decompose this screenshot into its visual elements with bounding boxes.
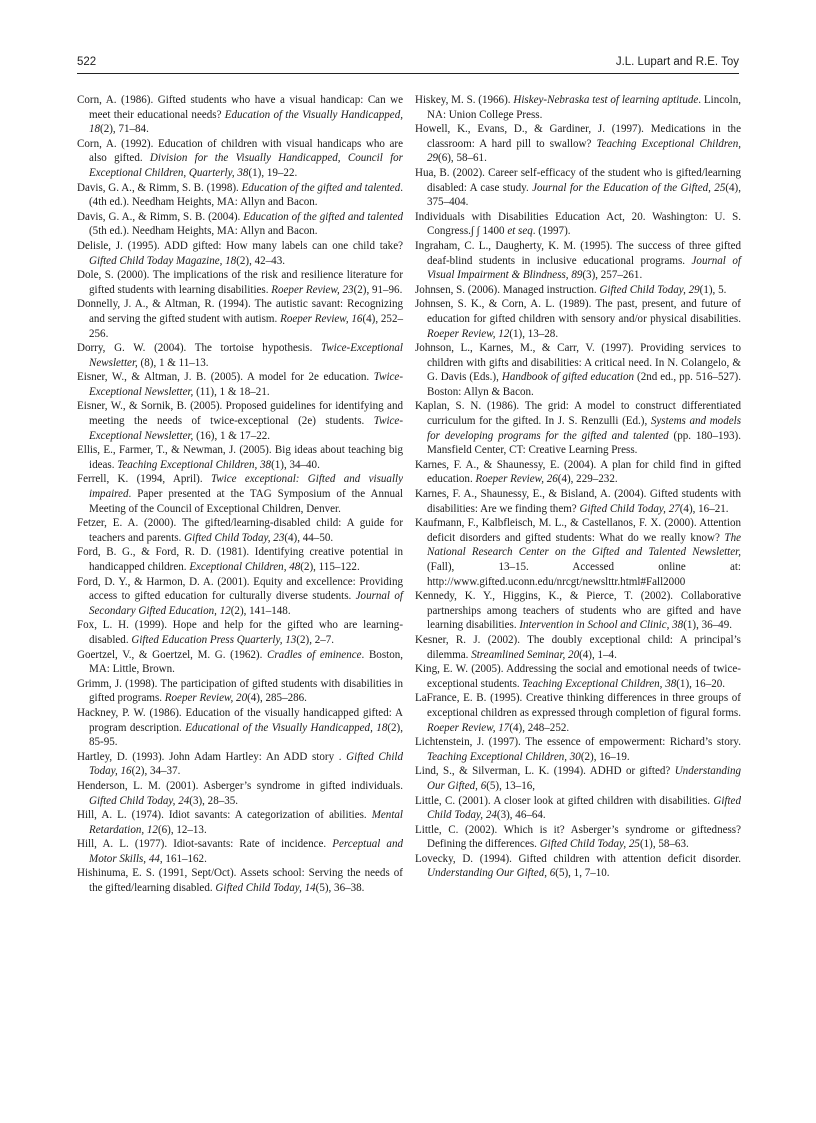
reference-post: (3), 257–261. bbox=[582, 269, 643, 282]
reference-post: (8), 1 & 11–13. bbox=[137, 356, 209, 369]
reference-it: Roeper Review, 23 bbox=[271, 283, 354, 296]
reference-pre: Ford, D. Y., & Harmon, D. A. (2001). Equity and excellence: Providing access to gifted education for culturally diverse students. bbox=[77, 575, 403, 603]
reference-it: Educational of the Visually Handicapped, 18 bbox=[185, 721, 388, 734]
reference-pre: Hill, A. L. (1977). Idiot-savants: Rate of incidence. bbox=[77, 838, 333, 851]
reference-it: Teaching Exceptional Children, 30 bbox=[427, 750, 581, 763]
reference-it: Journal of Secondary Gifted Education, 12 bbox=[89, 590, 403, 617]
reference-post: (4), 248–252. bbox=[509, 721, 570, 734]
reference-pre: Johnson, L., Karnes, M., & Carr, V. (1997). Providing services to children with gifts and disabilities: A critical need. In N. Colangelo, & G. Davis (Eds.), bbox=[415, 342, 741, 384]
reference-it: Understanding Our Gifted, 6 bbox=[427, 765, 741, 792]
reference-entry bbox=[415, 794, 741, 823]
reference-pre: Karnes, F. A., Shaunessy, E., & Bisland, A. (2004). Gifted students with disabilities: Are we finding them? bbox=[415, 488, 741, 515]
reference-entry bbox=[77, 370, 403, 399]
reference-entry bbox=[77, 239, 403, 268]
reference-it: et seq bbox=[507, 225, 533, 238]
reference-it: Gifted Child Today Magazine, 18 bbox=[89, 254, 237, 267]
reference-pre: Ferrell, K. (1994, April). bbox=[77, 473, 211, 486]
reference-post: (4), 285–286. bbox=[247, 692, 307, 705]
reference-pre: Hishinuma, E. S. (1991, Sept/Oct). Assets school: Serving the needs of the gifted/learning disabled. bbox=[77, 867, 403, 895]
reference-pre: Lovecky, D. (1994). Gifted children with attention deficit disorder. bbox=[415, 852, 741, 865]
reference-it: Understanding Our Gifted, 6 bbox=[427, 867, 556, 880]
reference-entry bbox=[77, 443, 403, 472]
reference-pre: Hackney, P. W. (1986). Education of the visually handicapped gifted: A program description. bbox=[77, 706, 403, 734]
reference-pre: Davis, G. A., & Rimm, S. B. (2004). bbox=[77, 210, 244, 223]
reference-it: Twice exceptional: Gifted and visually impaired bbox=[89, 473, 403, 501]
reference-entry bbox=[415, 823, 741, 852]
reference-post: (pp. 180–193). Mansfield Center, CT: Creative Learning Press. bbox=[427, 429, 741, 457]
reference-it: Roeper Review, 26 bbox=[475, 473, 558, 486]
reference-pre: Ford, B. G., & Ford, R. D. (1981). Identifying creative potential in handicapped children. bbox=[77, 546, 403, 573]
reference-post: (2), 71–84. bbox=[100, 123, 149, 136]
reference-post: (1), 19–22. bbox=[248, 166, 298, 179]
reference-it: Division for the Visually Handicapped, Council for Exceptional Children, Quarterly, 38 bbox=[89, 152, 403, 179]
reference-post: (4), 1–4. bbox=[579, 648, 617, 661]
reference-post: (5), 1, 7–10. bbox=[555, 867, 610, 880]
reference-pre: Karnes, F. A., & Shaunessy, E. (2004). A plan for child find in gifted education. bbox=[415, 458, 741, 486]
reference-pre: Delisle, J. (1995). ADD gifted: How many labels can one child take? bbox=[77, 239, 403, 252]
reference-post: (Fall), 13–15. Accessed online at: http://www.gifted.uconn.edu/nrcgt/newslttr.html#Fall2000 bbox=[427, 561, 741, 588]
reference-pre: Grimm, J. (1998). The participation of gifted students with disabilities in gifted programs. bbox=[77, 677, 403, 705]
reference-post: (5), 36–38. bbox=[315, 882, 365, 895]
reference-entry bbox=[77, 706, 403, 750]
reference-it: Perceptual and Motor Skills, 44 bbox=[89, 838, 403, 865]
reference-entry bbox=[77, 808, 403, 837]
reference-post: (5th ed.). Needham Heights, MA: Allyn and Bacon. bbox=[89, 225, 318, 238]
reference-post: (2), 115–122. bbox=[300, 561, 360, 573]
reference-entry bbox=[415, 633, 741, 662]
reference-entry bbox=[415, 93, 741, 122]
reference-entry bbox=[77, 837, 403, 866]
reference-it: Teaching Exceptional Children, 38 bbox=[117, 458, 272, 471]
reference-pre: Davis, G. A., & Rimm, S. B. (1998). bbox=[77, 181, 242, 194]
reference-column-right bbox=[415, 93, 741, 881]
reference-it: Intervention in School and Clinic, 38 bbox=[519, 619, 684, 632]
reference-it: Gifted Child Today, 29 bbox=[599, 283, 700, 296]
reference-entry bbox=[415, 852, 741, 881]
reference-entry bbox=[77, 677, 403, 706]
reference-pre: Kaufmann, F., Kalbfleisch, M. L., & Castellanos, F. X. (2000). Attention deficit disorders and gifted students: What do we really know? bbox=[415, 517, 741, 544]
reference-pre: Hua, B. (2002). Career self-efficacy of the student who is gifted/learning disabled: A case study. bbox=[415, 166, 741, 194]
reference-it: Twice-Exceptional Newsletter, bbox=[89, 371, 403, 398]
reference-post: (4), 229–232. bbox=[557, 473, 618, 486]
running-head-authors: J.L. Lupart and R.E. Toy bbox=[615, 56, 739, 68]
running-header bbox=[77, 56, 739, 72]
reference-post: (5), 13–16, bbox=[486, 779, 536, 792]
reference-post: (4), 16–21. bbox=[679, 502, 729, 515]
reference-column-left bbox=[77, 93, 403, 896]
reference-pre: Lind, S., & Silverman, L. K. (1994). ADHD or gifted? bbox=[415, 765, 675, 778]
reference-pre: Kaplan, S. N. (1986). The grid: A model to construct differentiated curriculum for the gifted. In J. S. Renzulli (Ed.), bbox=[415, 400, 741, 428]
reference-entry bbox=[77, 137, 403, 181]
reference-post: , 161–162. bbox=[159, 852, 207, 865]
reference-it: Gifted Child Today, 27 bbox=[579, 502, 680, 515]
reference-post: . Boston, MA: Little, Brown. bbox=[89, 648, 404, 676]
header-rule bbox=[77, 73, 739, 74]
reference-it: Journal for the Education of the Gifted, 25 bbox=[532, 181, 726, 194]
reference-post: (4), 375–404. bbox=[427, 181, 742, 209]
reference-entry bbox=[415, 283, 741, 298]
reference-pre: Goertzel, V., & Goertzel, M. G. (1962). bbox=[77, 648, 267, 661]
reference-it: Twice-Exceptional Newsletter, bbox=[89, 415, 403, 442]
reference-entry bbox=[415, 516, 741, 589]
reference-entry bbox=[415, 166, 741, 210]
reference-post: (2), 42–43. bbox=[236, 254, 285, 267]
reference-entry bbox=[77, 648, 403, 677]
reference-post: . Paper presented at the TAG Symposium of the Annual Meeting of the Council of Exceptional Children, Denver. bbox=[89, 488, 403, 515]
reference-post: (2), 16–19. bbox=[580, 750, 630, 763]
reference-entry bbox=[415, 487, 741, 516]
reference-pre: Donnelly, J. A., & Altman, R. (1994). The autistic savant: Recognizing and serving the gifted student with autism. bbox=[77, 298, 403, 325]
reference-it: Handbook of gifted education bbox=[501, 371, 635, 384]
reference-entry bbox=[415, 297, 741, 341]
reference-it: Gifted Child Today, 24 bbox=[89, 794, 190, 807]
reference-pre: Henderson, L. M. (2001). Asberger’s syndrome in gifted individuals. bbox=[77, 779, 403, 792]
reference-it: Mental Retardation, 12 bbox=[89, 809, 403, 836]
reference-entry bbox=[77, 575, 403, 619]
reference-it: Roeper Review, 17 bbox=[427, 721, 510, 734]
reference-entry bbox=[415, 764, 741, 793]
reference-it: Journal of Visual Impairment & Blindness, 89 bbox=[427, 254, 741, 282]
reference-entry bbox=[77, 181, 403, 210]
reference-entry bbox=[415, 341, 741, 399]
reference-entry bbox=[77, 779, 403, 808]
reference-it: Gifted Child Today, 23 bbox=[184, 531, 285, 544]
reference-entry bbox=[415, 458, 741, 487]
reference-pre: Fox, L. H. (1999). Hope and help for the gifted who are learning-disabled. bbox=[77, 619, 403, 646]
reference-entry bbox=[415, 735, 741, 764]
reference-entry bbox=[77, 341, 403, 370]
reference-entry bbox=[77, 618, 403, 647]
reference-it: Gifted Education Press Quarterly, 13 bbox=[131, 633, 297, 646]
reference-pre: Lichtenstein, J. (1997). The essence of empowerment: Richard’s story. bbox=[415, 736, 741, 749]
reference-post: (2), 2–7. bbox=[296, 633, 335, 646]
reference-pre: Dorry, G. W. (2004). The tortoise hypothesis. bbox=[77, 342, 321, 355]
reference-it: Roeper Review, 20 bbox=[164, 692, 248, 705]
reference-pre: Johnsen, S. (2006). Managed instruction. bbox=[415, 283, 600, 296]
reference-entry bbox=[77, 750, 403, 779]
reference-post: (1), 34–40. bbox=[271, 458, 320, 471]
reference-entry bbox=[415, 239, 741, 283]
reference-post: (6), 58–61. bbox=[438, 152, 487, 165]
reference-post: (4), 44–50. bbox=[284, 531, 334, 544]
reference-pre: Fetzer, E. A. (2000). The gifted/learning-disabled child: A guide for teachers and parents. bbox=[77, 517, 403, 544]
reference-it: Gifted Child Today, 14 bbox=[215, 882, 316, 895]
reference-post: (3), 28–35. bbox=[189, 794, 239, 807]
reference-post: (4), 252–256. bbox=[89, 312, 404, 340]
reference-post: (2), 91–96. bbox=[353, 283, 403, 296]
reference-it: Exceptional Children, 48 bbox=[189, 561, 301, 573]
reference-post: (3), 46–64. bbox=[496, 809, 546, 822]
reference-post: (1), 13–28. bbox=[509, 327, 559, 340]
reference-entry bbox=[77, 516, 403, 545]
reference-post: (11), 1 & 18–21. bbox=[193, 385, 270, 398]
reference-it: Education of the gifted and talented bbox=[243, 210, 403, 223]
reference-pre: King, E. W. (2005). Addressing the social and emotional needs of twice-exceptional students. bbox=[415, 663, 741, 690]
reference-post: (1), 5. bbox=[699, 283, 727, 296]
reference-post: (1), 16–20. bbox=[676, 677, 726, 690]
reference-post: (6), 12–13. bbox=[157, 823, 207, 836]
reference-entry bbox=[77, 93, 403, 137]
reference-post: . Lincoln, NA: Union College Press. bbox=[427, 94, 742, 121]
reference-it: Gifted Child Today, 24 bbox=[427, 794, 741, 822]
reference-it: Twice-Exceptional Newsletter, bbox=[89, 342, 403, 369]
reference-pre: Individuals with Disabilities Education Act, 20. Washington: U. S. Congress.∫ ∫ 1400 bbox=[415, 210, 741, 238]
reference-pre: Kesner, R. J. (2002). The doubly exceptional child: A principal’s dilemma. bbox=[415, 633, 741, 661]
reference-pre: Dole, S. (2000). The implications of the risk and resilience literature for gifted students with learning disabilities. bbox=[77, 269, 403, 296]
reference-pre: Ingraham, C. L., Daugherty, K. M. (1995). The success of three gifted deaf-blind students in inclusive educational programs. bbox=[415, 239, 741, 267]
reference-post: (2), 34–37. bbox=[131, 765, 181, 778]
reference-pre: Johnsen, S. K., & Corn, A. L. (1989). The past, present, and future of education for gifted children with sensory and/or physical disabilities. bbox=[415, 298, 741, 325]
page-number: 522 bbox=[77, 56, 97, 68]
reference-post: . (1997). bbox=[532, 225, 571, 238]
reference-entry bbox=[77, 545, 403, 574]
reference-pre: Little, C. (2001). A closer look at gifted children with disabilities. bbox=[415, 794, 714, 807]
reference-post: (1), 58–63. bbox=[639, 838, 689, 851]
reference-pre: Corn, A. (1992). Education of children with visual handicaps who are also gifted. bbox=[77, 137, 403, 165]
reference-pre: Hiskey, M. S. (1966). bbox=[415, 94, 514, 106]
reference-it: Cradles of eminence bbox=[267, 648, 362, 661]
reference-post: . (4th ed.). Needham Heights, MA: Allyn and Bacon. bbox=[89, 181, 403, 209]
reference-it: Systems and models for developing programs for the gifted and talented bbox=[427, 415, 741, 442]
reference-pre: Ellis, E., Farmer, T., & Newman, J. (2005). Big ideas about teaching big ideas. bbox=[77, 444, 403, 471]
reference-entry bbox=[415, 399, 741, 457]
reference-post: (16), 1 & 17–22. bbox=[193, 429, 271, 442]
reference-it: Hiskey-Nebraska test of learning aptitude bbox=[513, 94, 699, 106]
reference-post: (2nd ed., pp. 516–527). Boston: Allyn & Bacon. bbox=[427, 371, 742, 398]
reference-entry bbox=[77, 268, 403, 297]
reference-pre: Howell, K., Evans, D., & Gardiner, J. (1997). Medications in the classroom: A hard pill to swallow? bbox=[415, 123, 741, 150]
reference-it: Education of the gifted and talented bbox=[241, 181, 401, 194]
reference-entry bbox=[415, 122, 741, 166]
reference-it: Teaching Exceptional Children, 38 bbox=[522, 677, 677, 690]
reference-pre: Hartley, D. (1993). John Adam Hartley: An ADD story . bbox=[77, 750, 347, 763]
reference-it: Streamlined Seminar, 20 bbox=[471, 648, 580, 661]
reference-post: (1), 36–49. bbox=[683, 619, 732, 632]
reference-entry bbox=[415, 210, 741, 239]
reference-pre: Kennedy, K. Y., Higgins, K., & Pierce, T. (2002). Collaborative partnerships among teachers of students who are gifted and have learning disabilities. bbox=[415, 590, 741, 632]
reference-post: (2), 141–148. bbox=[230, 604, 291, 617]
reference-pre: Little, C. (2002). Which is it? Asberger’s syndrome or giftedness? Defining the differences. bbox=[415, 823, 741, 851]
reference-entry bbox=[415, 589, 741, 633]
reference-entry bbox=[77, 472, 403, 516]
reference-pre: Eisner, W., & Altman, J. B. (2005). A model for 2e education. bbox=[77, 371, 374, 384]
reference-entry bbox=[77, 399, 403, 443]
reference-entry bbox=[77, 210, 403, 239]
reference-entry bbox=[77, 297, 403, 341]
reference-pre: Hill, A. L. (1974). Idiot savants: A categorization of abilities. bbox=[77, 809, 372, 822]
reference-it: Gifted Child Today, 25 bbox=[539, 838, 640, 851]
reference-pre: LaFrance, E. B. (1995). Creative thinking differences in three groups of exceptional children as expressed through completion of figural forms. bbox=[415, 692, 741, 719]
reference-it: Roeper Review, 12 bbox=[427, 327, 510, 340]
reference-entry bbox=[415, 691, 741, 735]
reference-entry bbox=[77, 866, 403, 895]
reference-entry bbox=[415, 662, 741, 691]
reference-it: Teaching Exceptional Children, 29 bbox=[427, 137, 741, 165]
reference-it: Gifted Child Today, 16 bbox=[89, 750, 403, 778]
reference-pre: Corn, A. (1986). Gifted students who have a visual handicap: Can we meet their educational needs? bbox=[77, 94, 403, 121]
reference-it: Roeper Review, 16 bbox=[280, 312, 363, 325]
reference-post: (2), 85-95. bbox=[89, 721, 404, 749]
reference-pre: Eisner, W., & Sornik, B. (2005). Proposed guidelines for identifying and meeting the needs of twice-exceptional (2e) students. bbox=[77, 400, 403, 428]
reference-it: Education of the Visually Handicapped, 18 bbox=[89, 108, 403, 136]
reference-it: The National Research Center on the Gifted and Talented Newsletter, bbox=[427, 531, 741, 559]
